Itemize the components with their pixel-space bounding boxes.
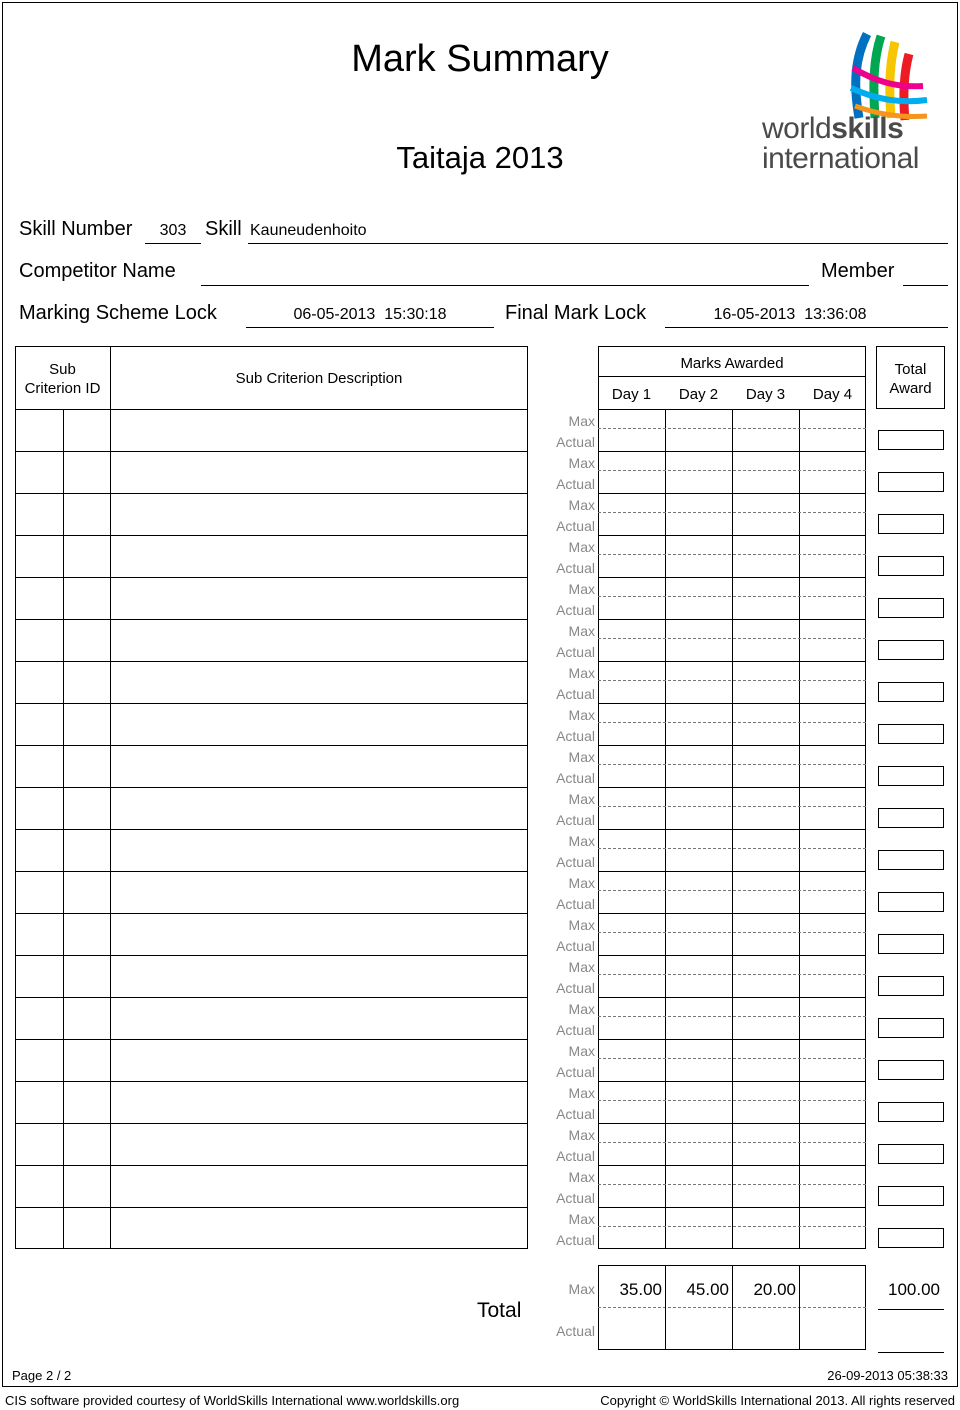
max-label: Max [568, 959, 595, 975]
logo-world-text: world [762, 112, 832, 145]
max-dashed-line [598, 428, 866, 429]
max-label: Max [568, 1043, 595, 1059]
actual-label: Actual [556, 980, 595, 996]
total-max-label: Max [568, 1281, 595, 1297]
max-label: Max [568, 749, 595, 765]
actual-label: Actual [556, 434, 595, 450]
lock-time: 15:30:18 [384, 306, 447, 323]
actual-label: Actual [556, 1022, 595, 1038]
total-award-label-1: Total [894, 361, 927, 378]
marks-row [598, 535, 866, 536]
table-row [15, 745, 528, 746]
table-row [15, 493, 528, 494]
day-header-1: Day 1 [611, 386, 652, 403]
table-row [15, 871, 528, 872]
actual-label: Actual [556, 728, 595, 744]
criteria-table [15, 346, 528, 1249]
final-mark-lock-value [665, 306, 915, 324]
max-label: Max [568, 581, 595, 597]
marking-scheme-lock-label: Marking Scheme Lock [19, 302, 217, 324]
max-dashed-line [598, 722, 866, 723]
total-award-label-2: Award [889, 380, 932, 397]
print-timestamp: 26-09-2013 05:38:33 [827, 1368, 948, 1383]
actual-label: Actual [556, 770, 595, 786]
final-date: 16-05-2013 [713, 306, 796, 323]
software-credit: CIS software provided courtesy of WorldSkills International www.worldskills.org [5, 1393, 460, 1408]
total-award-actual-line [878, 1352, 944, 1353]
max-dashed-line [598, 764, 866, 765]
marks-row [598, 997, 866, 998]
total-actual-label: Actual [556, 1323, 595, 1339]
marks-row [598, 493, 866, 494]
logo-international-text: international [762, 142, 919, 175]
lock-date: 06-05-2013 [293, 306, 376, 323]
marks-row [598, 1165, 866, 1166]
max-label: Max [568, 1169, 595, 1185]
actual-label: Actual [556, 1064, 595, 1080]
totals-day-divider [732, 1265, 733, 1350]
logo-swoosh-icon [755, 28, 935, 123]
total-award-max-line [878, 1309, 944, 1310]
max-dashed-line [598, 554, 866, 555]
marks-header-divider [598, 376, 866, 377]
total-award-cell[interactable] [878, 1060, 944, 1080]
worldskills-logo [755, 28, 935, 178]
marking-scheme-lock-value [246, 306, 494, 324]
total-award-cell[interactable] [878, 682, 944, 702]
max-label: Max [568, 455, 595, 471]
table-row [15, 451, 528, 452]
actual-label: Actual [556, 602, 595, 618]
marks-row [598, 1039, 866, 1040]
actual-label: Actual [556, 560, 595, 576]
max-dashed-line [598, 890, 866, 891]
actual-label: Actual [556, 686, 595, 702]
day-header-2: Day 2 [678, 386, 719, 403]
marks-awarded-header: Marks Awarded [680, 355, 784, 372]
page-title: Mark Summary [351, 38, 609, 80]
table-row [15, 955, 528, 956]
table-row [15, 1039, 528, 1040]
competitor-name-label: Competitor Name [19, 260, 176, 282]
total-award-cell[interactable] [878, 808, 944, 828]
actual-label: Actual [556, 644, 595, 660]
max-label: Max [568, 1085, 595, 1101]
max-label: Max [568, 1127, 595, 1143]
actual-label: Actual [556, 854, 595, 870]
total-award-cell[interactable] [878, 1186, 944, 1206]
max-label: Max [568, 497, 595, 513]
max-dashed-line [598, 848, 866, 849]
actual-label: Actual [556, 1232, 595, 1248]
event-name: Taitaja 2013 [396, 140, 564, 175]
max-dashed-line [598, 596, 866, 597]
table-header-divider [15, 409, 528, 410]
member-field[interactable] [903, 262, 948, 286]
table-row [15, 619, 528, 620]
marks-row [598, 451, 866, 452]
totals-day-divider [799, 1265, 800, 1350]
col-header-criterion-id: Criterion ID [24, 380, 101, 397]
actual-label: Actual [556, 476, 595, 492]
marks-row [598, 1081, 866, 1082]
final-time: 13:36:08 [804, 306, 867, 323]
table-row [15, 787, 528, 788]
max-dashed-line [598, 932, 866, 933]
marks-row [598, 619, 866, 620]
marks-row [598, 1207, 866, 1208]
max-dashed-line [598, 1184, 866, 1185]
day-header-4: Day 4 [812, 386, 853, 403]
page-number: Page 2 / 2 [12, 1368, 72, 1383]
total-award-cell[interactable] [878, 1144, 944, 1164]
actual-label: Actual [556, 938, 595, 954]
max-dashed-line [598, 1226, 866, 1227]
actual-label: Actual [556, 1106, 595, 1122]
max-dashed-line [598, 638, 866, 639]
table-row [15, 1165, 528, 1166]
table-row [15, 577, 528, 578]
total-award-cell[interactable] [878, 598, 944, 618]
total-award-cell[interactable] [878, 472, 944, 492]
table-row [15, 1081, 528, 1082]
skill-number-value: 303 [159, 222, 187, 239]
col-header-description: Sub Criterion Description [235, 370, 403, 387]
max-dashed-line [598, 1142, 866, 1143]
table-row [15, 703, 528, 704]
max-label: Max [568, 1211, 595, 1227]
total-day-3-value: 20.00 [753, 1280, 796, 1299]
total-award-cell[interactable] [878, 850, 944, 870]
max-dashed-line [598, 1100, 866, 1101]
marks-row [598, 871, 866, 872]
max-label: Max [568, 707, 595, 723]
marks-row [598, 703, 866, 704]
total-award-cell[interactable] [878, 934, 944, 954]
max-label: Max [568, 875, 595, 891]
table-row [15, 913, 528, 914]
table-row [15, 997, 528, 998]
total-award-cell[interactable] [878, 514, 944, 534]
total-award-cell[interactable] [878, 724, 944, 744]
table-row [15, 1123, 528, 1124]
max-label: Max [568, 833, 595, 849]
member-label: Member [821, 260, 895, 282]
total-award-cell[interactable] [878, 430, 944, 450]
max-label: Max [568, 539, 595, 555]
total-label: Total [477, 1299, 522, 1322]
total-award-cell[interactable] [878, 766, 944, 786]
marks-row [598, 661, 866, 662]
day-header-3: Day 3 [745, 386, 786, 403]
total-award-cell[interactable] [878, 1018, 944, 1038]
total-award-cell[interactable] [878, 976, 944, 996]
max-dashed-line [598, 680, 866, 681]
totals-day-divider [665, 1265, 666, 1350]
copyright-notice: Copyright © WorldSkills International 2013. All rights reserved [600, 1393, 955, 1408]
total-award-value: 100.00 [888, 1280, 940, 1299]
max-dashed-line [598, 512, 866, 513]
col-header-sub: Sub [49, 361, 76, 378]
marks-row [598, 745, 866, 746]
marks-row [598, 913, 866, 914]
skill-number-label: Skill Number [19, 218, 133, 240]
total-day-1-value: 35.00 [619, 1280, 662, 1299]
max-label: Max [568, 1001, 595, 1017]
total-award-cell[interactable] [878, 892, 944, 912]
marks-row [598, 577, 866, 578]
marks-row [598, 787, 866, 788]
actual-label: Actual [556, 518, 595, 534]
marks-row [598, 955, 866, 956]
total-award-cell[interactable] [878, 1228, 944, 1248]
skill-label: Skill [205, 218, 242, 240]
actual-label: Actual [556, 896, 595, 912]
marks-row [598, 829, 866, 830]
logo-skills-text: skills [831, 112, 904, 145]
max-label: Max [568, 791, 595, 807]
final-mark-lock-label: Final Mark Lock [505, 302, 647, 324]
max-dashed-line [598, 974, 866, 975]
skill-name-value: Kauneudenhoito [250, 222, 367, 239]
total-award-cell[interactable] [878, 640, 944, 660]
actual-label: Actual [556, 812, 595, 828]
max-label: Max [568, 413, 595, 429]
total-day-2-value: 45.00 [686, 1280, 729, 1299]
total-award-cell[interactable] [878, 1102, 944, 1122]
marks-row [598, 1123, 866, 1124]
id-col-divider [110, 346, 111, 1249]
actual-label: Actual [556, 1148, 595, 1164]
max-dashed-line [598, 1058, 866, 1059]
max-label: Max [568, 623, 595, 639]
actual-label: Actual [556, 1190, 595, 1206]
max-label: Max [568, 917, 595, 933]
max-dashed-line [598, 1016, 866, 1017]
table-row [15, 661, 528, 662]
total-award-cell[interactable] [878, 556, 944, 576]
table-row [15, 829, 528, 830]
max-label: Max [568, 665, 595, 681]
table-row [15, 535, 528, 536]
max-dashed-line [598, 806, 866, 807]
max-dashed-line [598, 470, 866, 471]
table-row [15, 1207, 528, 1208]
competitor-name-field[interactable] [201, 262, 809, 286]
